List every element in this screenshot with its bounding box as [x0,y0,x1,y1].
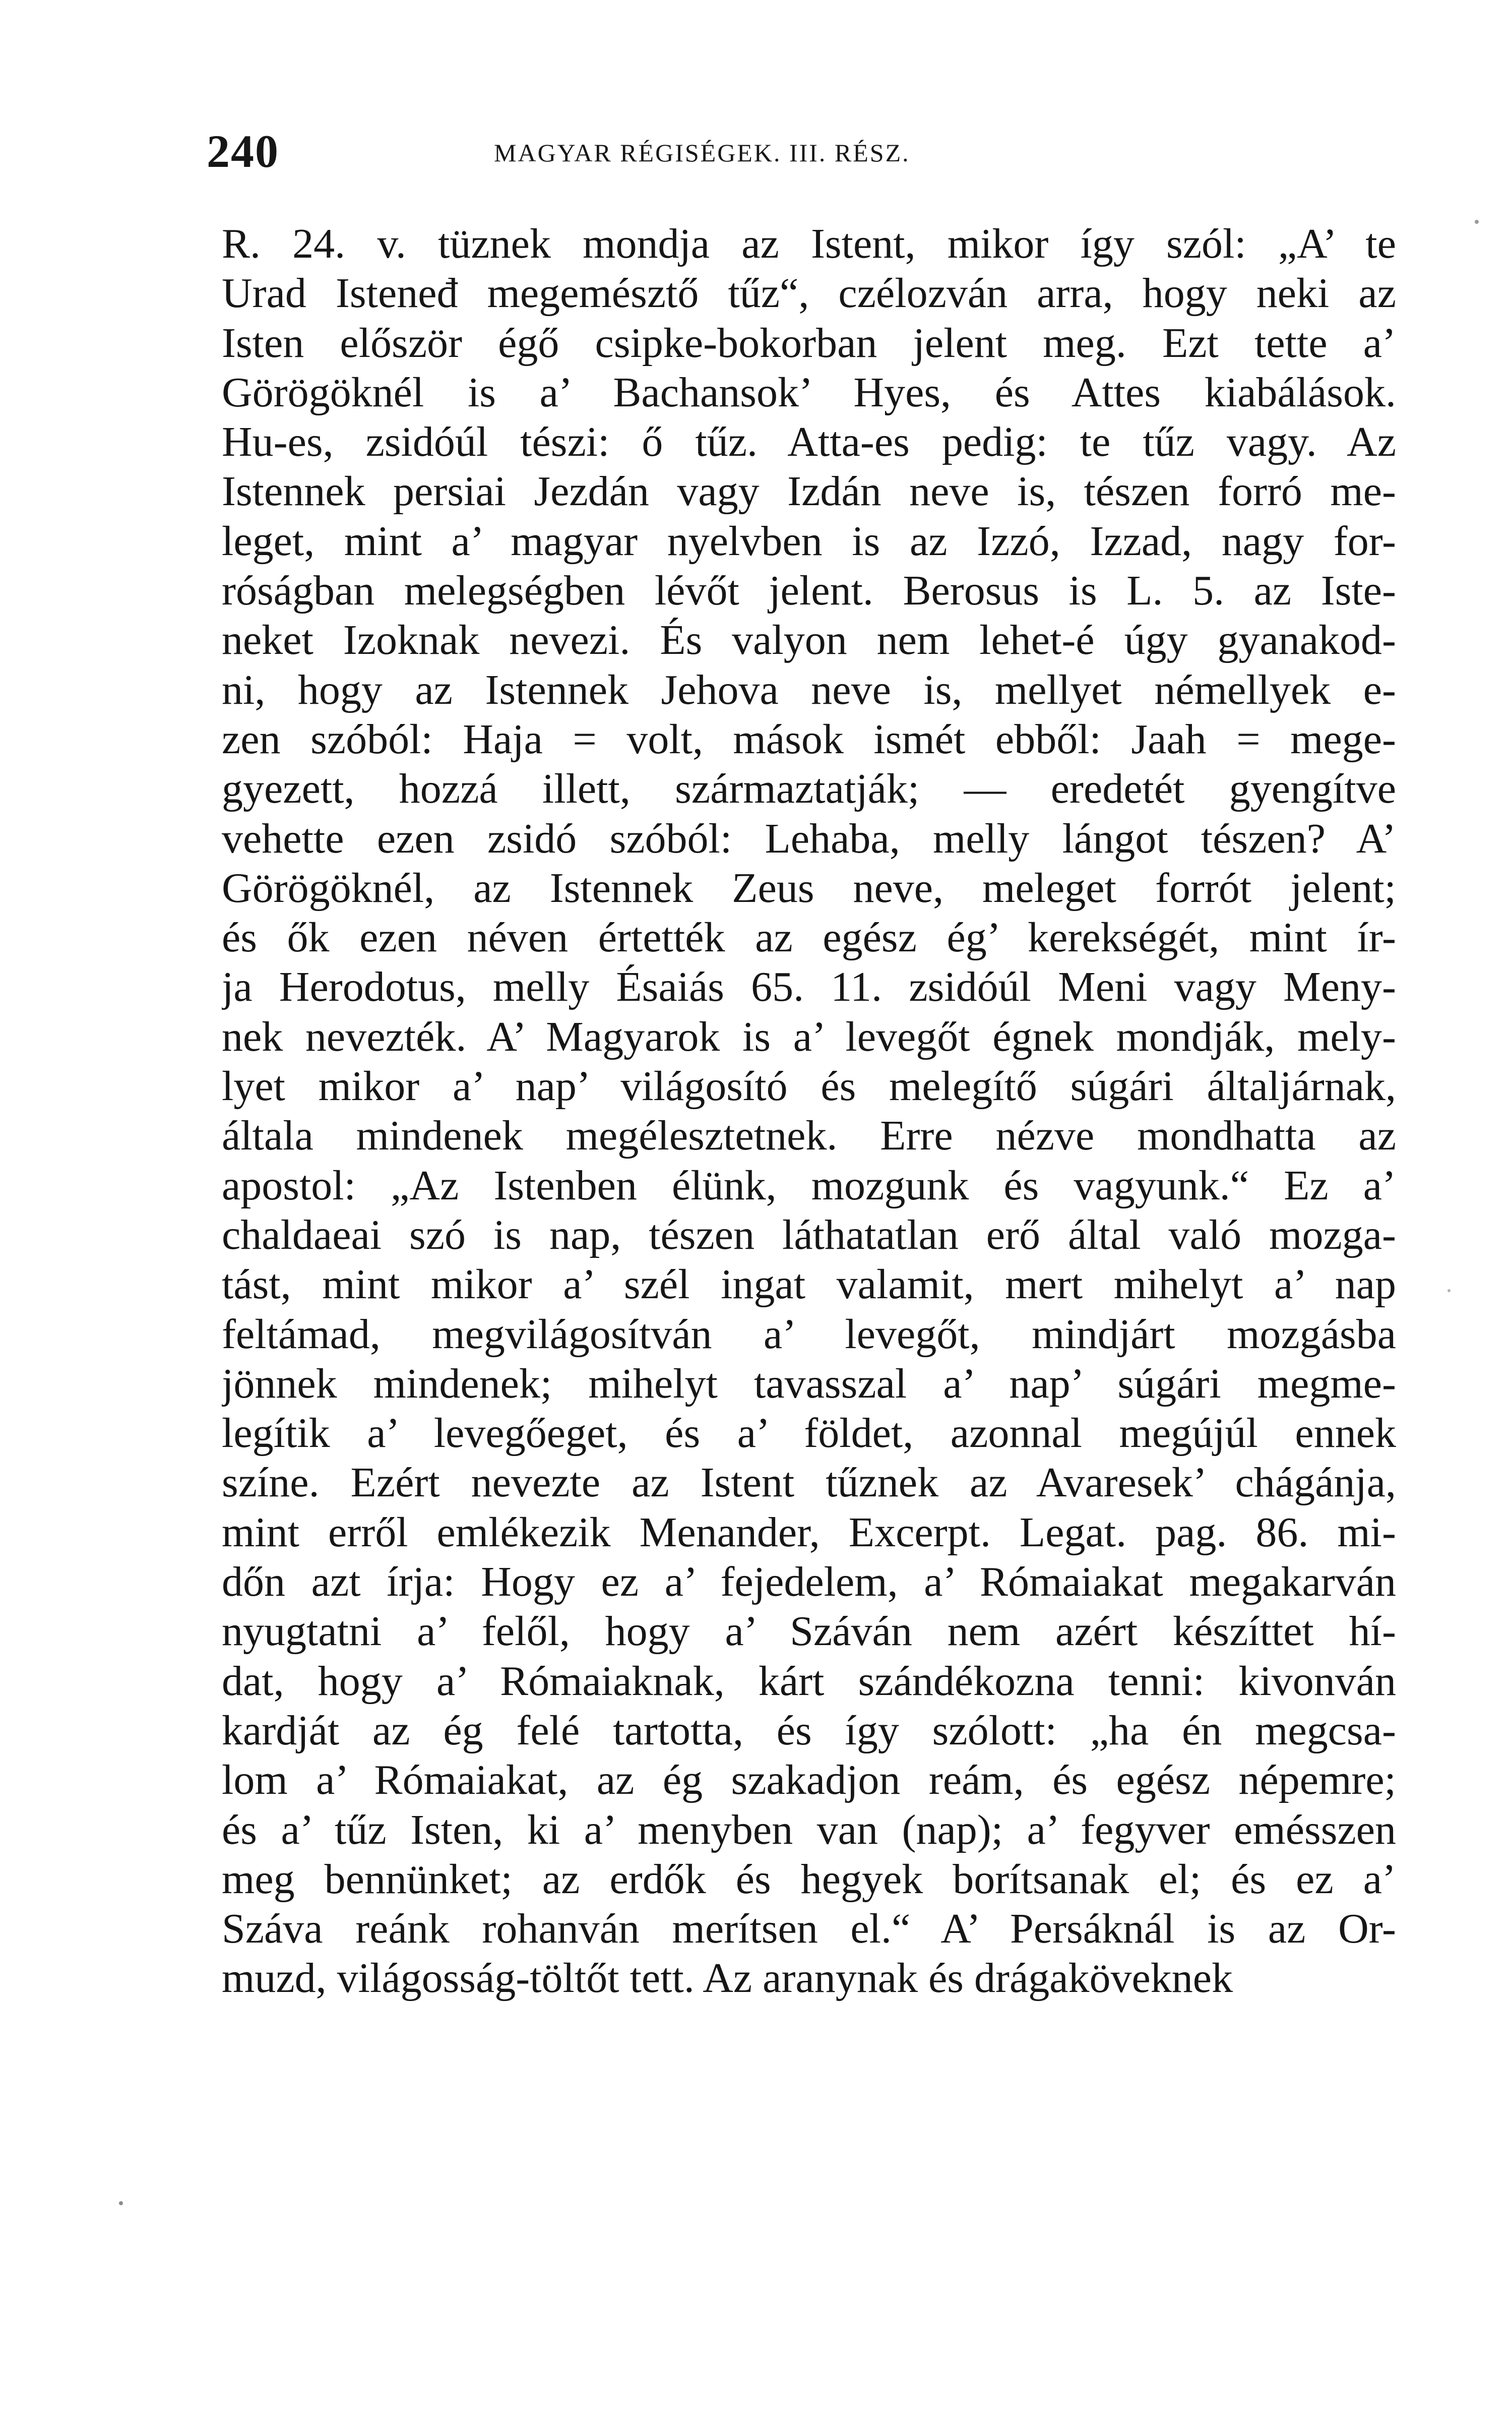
text-line: R. 24. v. tüznek mondja az Istent, mikor így szól: „A’ te [222,220,1396,267]
text-line: Isten először égő csipke-bokorban jelent meg. Ezt tette a’ [222,319,1396,367]
text-line: nyugtatni a’ felől, hogy a’ Száván nem azért készíttet hí- [222,1608,1396,1655]
text-line: apostol: „Az Istenben élünk, mozgunk és vagyunk.“ Ez a’ [222,1162,1396,1209]
text-line: mint erről emlékezik Menander, Excerpt. Legat. pag. 86. mi- [222,1508,1396,1556]
text-line: legítik a’ levegőeget, és a’ földet, azonnal megújúl ennek [222,1410,1396,1457]
text-line: leget, mint a’ magyar nyelvben is az Izzó, Izzad, nagy for- [222,517,1396,565]
text-line: és a’ tűz Isten, ki a’ menyben van (nap); a’ fegyver emésszen [222,1806,1396,1853]
text-line: meg bennünket; az erdők és hegyek borítsanak el; és ez a’ [222,1855,1396,1903]
text-line: Hu-es, zsidóúl tészi: ő tűz. Atta-es pedig: te tűz vagy. Az [222,418,1396,466]
text-line: lom a’ Rómaiakat, az ég szakadjon reám, és egész népemre; [222,1757,1396,1804]
text-line: Görögöknél is a’ Bachansok’ Hyes, és Attes kiabálások. [222,369,1396,416]
text-line: Istennek persiai Jezdán vagy Izdán neve is, tészen forró me- [222,468,1396,515]
text-line: vehette ezen zsidó szóból: Lehaba, melly lángot tészen? A’ [222,815,1396,862]
text-line: zen szóból: Haja = volt, mások ismét ebből: Jaah = mege- [222,715,1396,763]
text-line: chaldaeai szó is nap, tészen láthatatlan erő által való mozga- [222,1211,1396,1258]
text-line: lyet mikor a’ nap’ világosító és melegítő súgári általjárnak, [222,1063,1396,1110]
text-line: általa mindenek megélesztetnek. Erre nézve mondhatta az [222,1112,1396,1160]
text-line: gyezett, hozzá illett, származtatják; — eredetét gyengítve [222,765,1396,813]
text-line: jönnek mindenek; mihelyt tavasszal a’ nap’ súgári megme- [222,1360,1396,1407]
speck-mark [1447,1289,1451,1292]
text-line: színe. Ezért nevezte az Istent tűznek az Avaresek’ chágánja, [222,1459,1396,1506]
text-line: Görögöknél, az Istennek Zeus neve, meleget forrót jelent; [222,864,1396,912]
page-header [207,126,1416,187]
text-line: muzd, világosság-töltőt tett. Az aranynak és drágaköveknek [222,1955,1233,2002]
speck-mark [1475,220,1479,224]
text-line: neket Izoknak nevezi. És valyon nem lehet-é úgy gyanakod- [222,617,1396,664]
page-number: 240 [207,126,279,177]
text-line: dat, hogy a’ Rómaiaknak, kárt szándékozna tenni: kivonván [222,1657,1396,1705]
text-line: nek nevezték. A’ Magyarok is a’ levegőt égnek mondják, mely- [222,1013,1396,1060]
body-text [222,219,1396,2004]
text-line: kardját az ég felé tartotta, és így szólott: „ha én megcsa- [222,1707,1396,1754]
text-line: tást, mint mikor a’ szél ingat valamit, mert mihelyt a’ nap [222,1261,1396,1308]
speck-mark [119,2201,123,2205]
text-line: feltámad, megvilágosítván a’ levegőt, mindjárt mozgásba [222,1310,1396,1358]
text-line: ni, hogy az Istennek Jehova neve is, mellyet némellyek e- [222,666,1396,713]
text-line: róságban melegségben lévőt jelent. Berosus is L. 5. az Iste- [222,567,1396,615]
text-line: ja Herodotus, melly Ésaiás 65. 11. zsidóúl Meni vagy Meny- [222,963,1396,1011]
text-line: dőn azt írja: Hogy ez a’ fejedelem, a’ Rómaiakat megakarván [222,1558,1396,1606]
text-line: és ők ezen néven értették az egész ég’ kerekségét, mint ír- [222,914,1396,961]
text-line: Száva reánk rohanván merítsen el.“ A’ Persáknál is az Or- [222,1905,1396,1953]
text-line: Urad Isteneđ megemésztő tűz“, czélozván arra, hogy neki az [222,270,1396,317]
running-head: MAGYAR RÉGISÉGEK. III. RÉSZ. [494,139,910,167]
